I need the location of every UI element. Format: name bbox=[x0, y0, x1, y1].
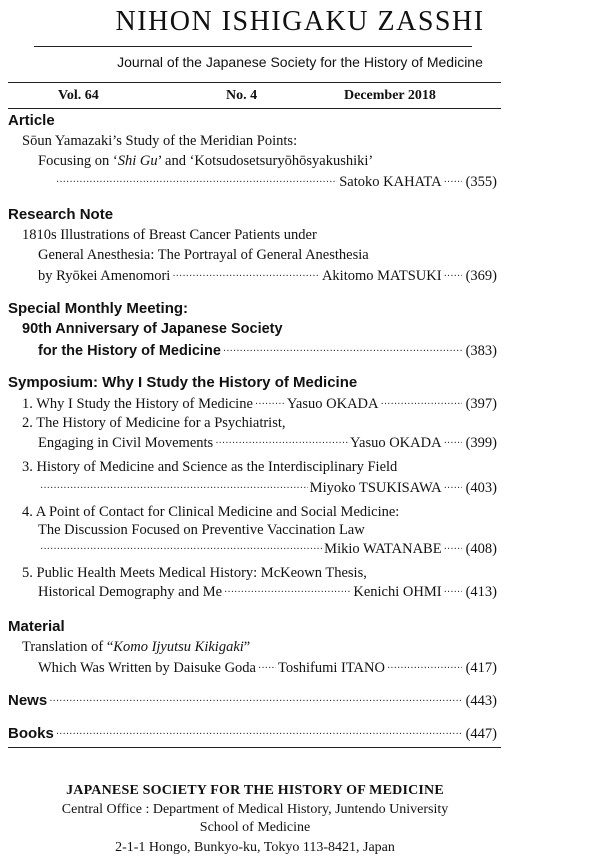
material-title-text: Translation of “ bbox=[22, 639, 114, 655]
leader-dots bbox=[444, 172, 462, 190]
toc-entry-research-note[interactable] bbox=[38, 267, 497, 285]
leader-dots bbox=[215, 433, 348, 451]
leader-dots bbox=[444, 582, 462, 600]
leader-dots bbox=[172, 266, 320, 284]
entry-page: (399) bbox=[465, 435, 497, 451]
issue-rule-top bbox=[8, 82, 501, 83]
toc-entry-news[interactable] bbox=[8, 692, 497, 710]
office-address: 2-1-1 Hongo, Bunkyo-ku, Tokyo 113-8421, Japan bbox=[115, 840, 395, 855]
entry-title: 1. Why I Study the History of Medicine bbox=[22, 396, 253, 412]
entry-page: (383) bbox=[465, 343, 497, 359]
article-title-line1: Sōun Yamazaki’s Study of the Meridian Points: bbox=[22, 133, 298, 149]
section-heading-material: Material bbox=[8, 618, 65, 635]
leader-dots bbox=[56, 172, 337, 190]
symposium-4-title-line1: 4. A Point of Contact for Clinical Medicine and Social Medicine: bbox=[22, 504, 400, 520]
leader-dots bbox=[49, 691, 461, 709]
toc-entry-article[interactable] bbox=[54, 173, 497, 191]
leader-dots bbox=[56, 724, 462, 742]
leader-dots bbox=[255, 394, 285, 412]
section-heading-books: Books bbox=[8, 725, 54, 742]
society-name: JAPANESE SOCIETY FOR THE HISTORY OF MEDICINE bbox=[66, 783, 444, 798]
section-heading-special-meeting: Special Monthly Meeting: bbox=[8, 300, 189, 317]
toc-entry-material[interactable] bbox=[38, 659, 497, 677]
material-title-italic: Komo Ijyutsu Kikigaki bbox=[113, 639, 244, 655]
entry-author: Satoko KAHATA bbox=[339, 174, 442, 190]
journal-subtitle: Journal of the Japanese Society for the History of Medicine bbox=[117, 54, 483, 70]
entry-author: Yasuo OKADA bbox=[286, 396, 379, 412]
toc-entry-symposium-5[interactable] bbox=[38, 583, 497, 601]
leader-dots bbox=[40, 478, 308, 496]
leader-dots bbox=[258, 658, 276, 676]
entry-title: Engaging in Civil Movements bbox=[38, 435, 214, 451]
leader-dots bbox=[40, 539, 322, 557]
symposium-3-title: 3. History of Medicine and Science as the Interdisciplinary Field bbox=[22, 459, 398, 475]
leader-dots bbox=[444, 433, 462, 451]
article-title-line2 bbox=[38, 153, 373, 170]
section-heading-research-note: Research Note bbox=[8, 206, 114, 223]
toc-entry-symposium-1[interactable] bbox=[22, 395, 497, 413]
entry-author: Kenichi OHMI bbox=[353, 584, 442, 600]
entry-page: (397) bbox=[465, 396, 497, 412]
masthead-rule bbox=[34, 46, 472, 47]
journal-title: NIHON ISHIGAKU ZASSHI bbox=[115, 6, 485, 37]
special-meeting-title-line1: 90th Anniversary of Japanese Society bbox=[22, 321, 283, 337]
entry-author: Mikio WATANABE bbox=[324, 541, 442, 557]
issue-date-label: December 2018 bbox=[344, 88, 436, 103]
entry-page: (369) bbox=[465, 268, 497, 284]
entry-page: (355) bbox=[465, 174, 497, 190]
leader-dots bbox=[224, 582, 351, 600]
symposium-5-title-line1: 5. Public Health Meets Medical History: McKeown Thesis, bbox=[22, 565, 367, 581]
section-heading-article: Article bbox=[8, 112, 55, 129]
leader-dots bbox=[223, 341, 462, 359]
toc-entry-books[interactable] bbox=[8, 725, 497, 743]
toc-entry-symposium-3[interactable] bbox=[38, 479, 497, 497]
material-title-text: ” bbox=[243, 639, 251, 655]
entry-author: Miyoko TSUKISAWA bbox=[309, 480, 442, 496]
research-note-title-line2: General Anesthesia: The Portrayal of General Anesthesia bbox=[38, 247, 369, 263]
entry-title: for the History of Medicine bbox=[38, 343, 221, 359]
entry-page: (443) bbox=[465, 693, 497, 709]
footer-rule bbox=[8, 747, 501, 748]
section-heading-symposium: Symposium: Why I Study the History of Medicine bbox=[8, 374, 358, 391]
leader-dots bbox=[387, 658, 462, 676]
material-title-line1 bbox=[22, 639, 250, 656]
office-line2: School of Medicine bbox=[199, 820, 311, 835]
issue-number-label: No. 4 bbox=[226, 88, 258, 103]
article-title-italic: Shi Gu bbox=[117, 153, 158, 169]
leader-dots bbox=[444, 539, 462, 557]
leader-dots bbox=[381, 394, 462, 412]
entry-page: (417) bbox=[465, 660, 497, 676]
entry-page: (408) bbox=[465, 541, 497, 557]
entry-title: by Ryōkei Amenomori bbox=[38, 268, 171, 284]
leader-dots bbox=[444, 266, 462, 284]
toc-entry-symposium-4[interactable] bbox=[38, 540, 497, 558]
entry-title: Historical Demography and Me bbox=[38, 584, 223, 600]
toc-entry-special-meeting[interactable] bbox=[38, 342, 497, 360]
volume-label: Vol. 64 bbox=[58, 88, 99, 103]
section-heading-news: News bbox=[8, 692, 48, 709]
toc-entry-symposium-2[interactable] bbox=[38, 434, 497, 452]
office-line1: Central Office : Department of Medical History, Juntendo University bbox=[61, 802, 449, 817]
entry-author: Toshifumi ITANO bbox=[277, 660, 385, 676]
entry-author: Akitomo MATSUKI bbox=[321, 268, 442, 284]
entry-title: Which Was Written by Daisuke Goda bbox=[38, 660, 256, 676]
research-note-title-line1: 1810s Illustrations of Breast Cancer Patients under bbox=[22, 227, 317, 243]
symposium-2-title-line1: 2. The History of Medicine for a Psychiatrist, bbox=[22, 415, 286, 431]
entry-page: (447) bbox=[465, 726, 497, 742]
entry-author: Yasuo OKADA bbox=[349, 435, 442, 451]
leader-dots bbox=[444, 478, 462, 496]
entry-page: (413) bbox=[465, 584, 497, 600]
article-title-text: ’ and ‘Kotsudosetsuryōhōsyakushiki’ bbox=[157, 153, 374, 169]
symposium-4-title-line2: The Discussion Focused on Preventive Vaccination Law bbox=[38, 522, 365, 538]
article-title-text: Focusing on ‘ bbox=[38, 153, 118, 169]
issue-rule-bottom bbox=[8, 108, 501, 109]
entry-page: (403) bbox=[465, 480, 497, 496]
